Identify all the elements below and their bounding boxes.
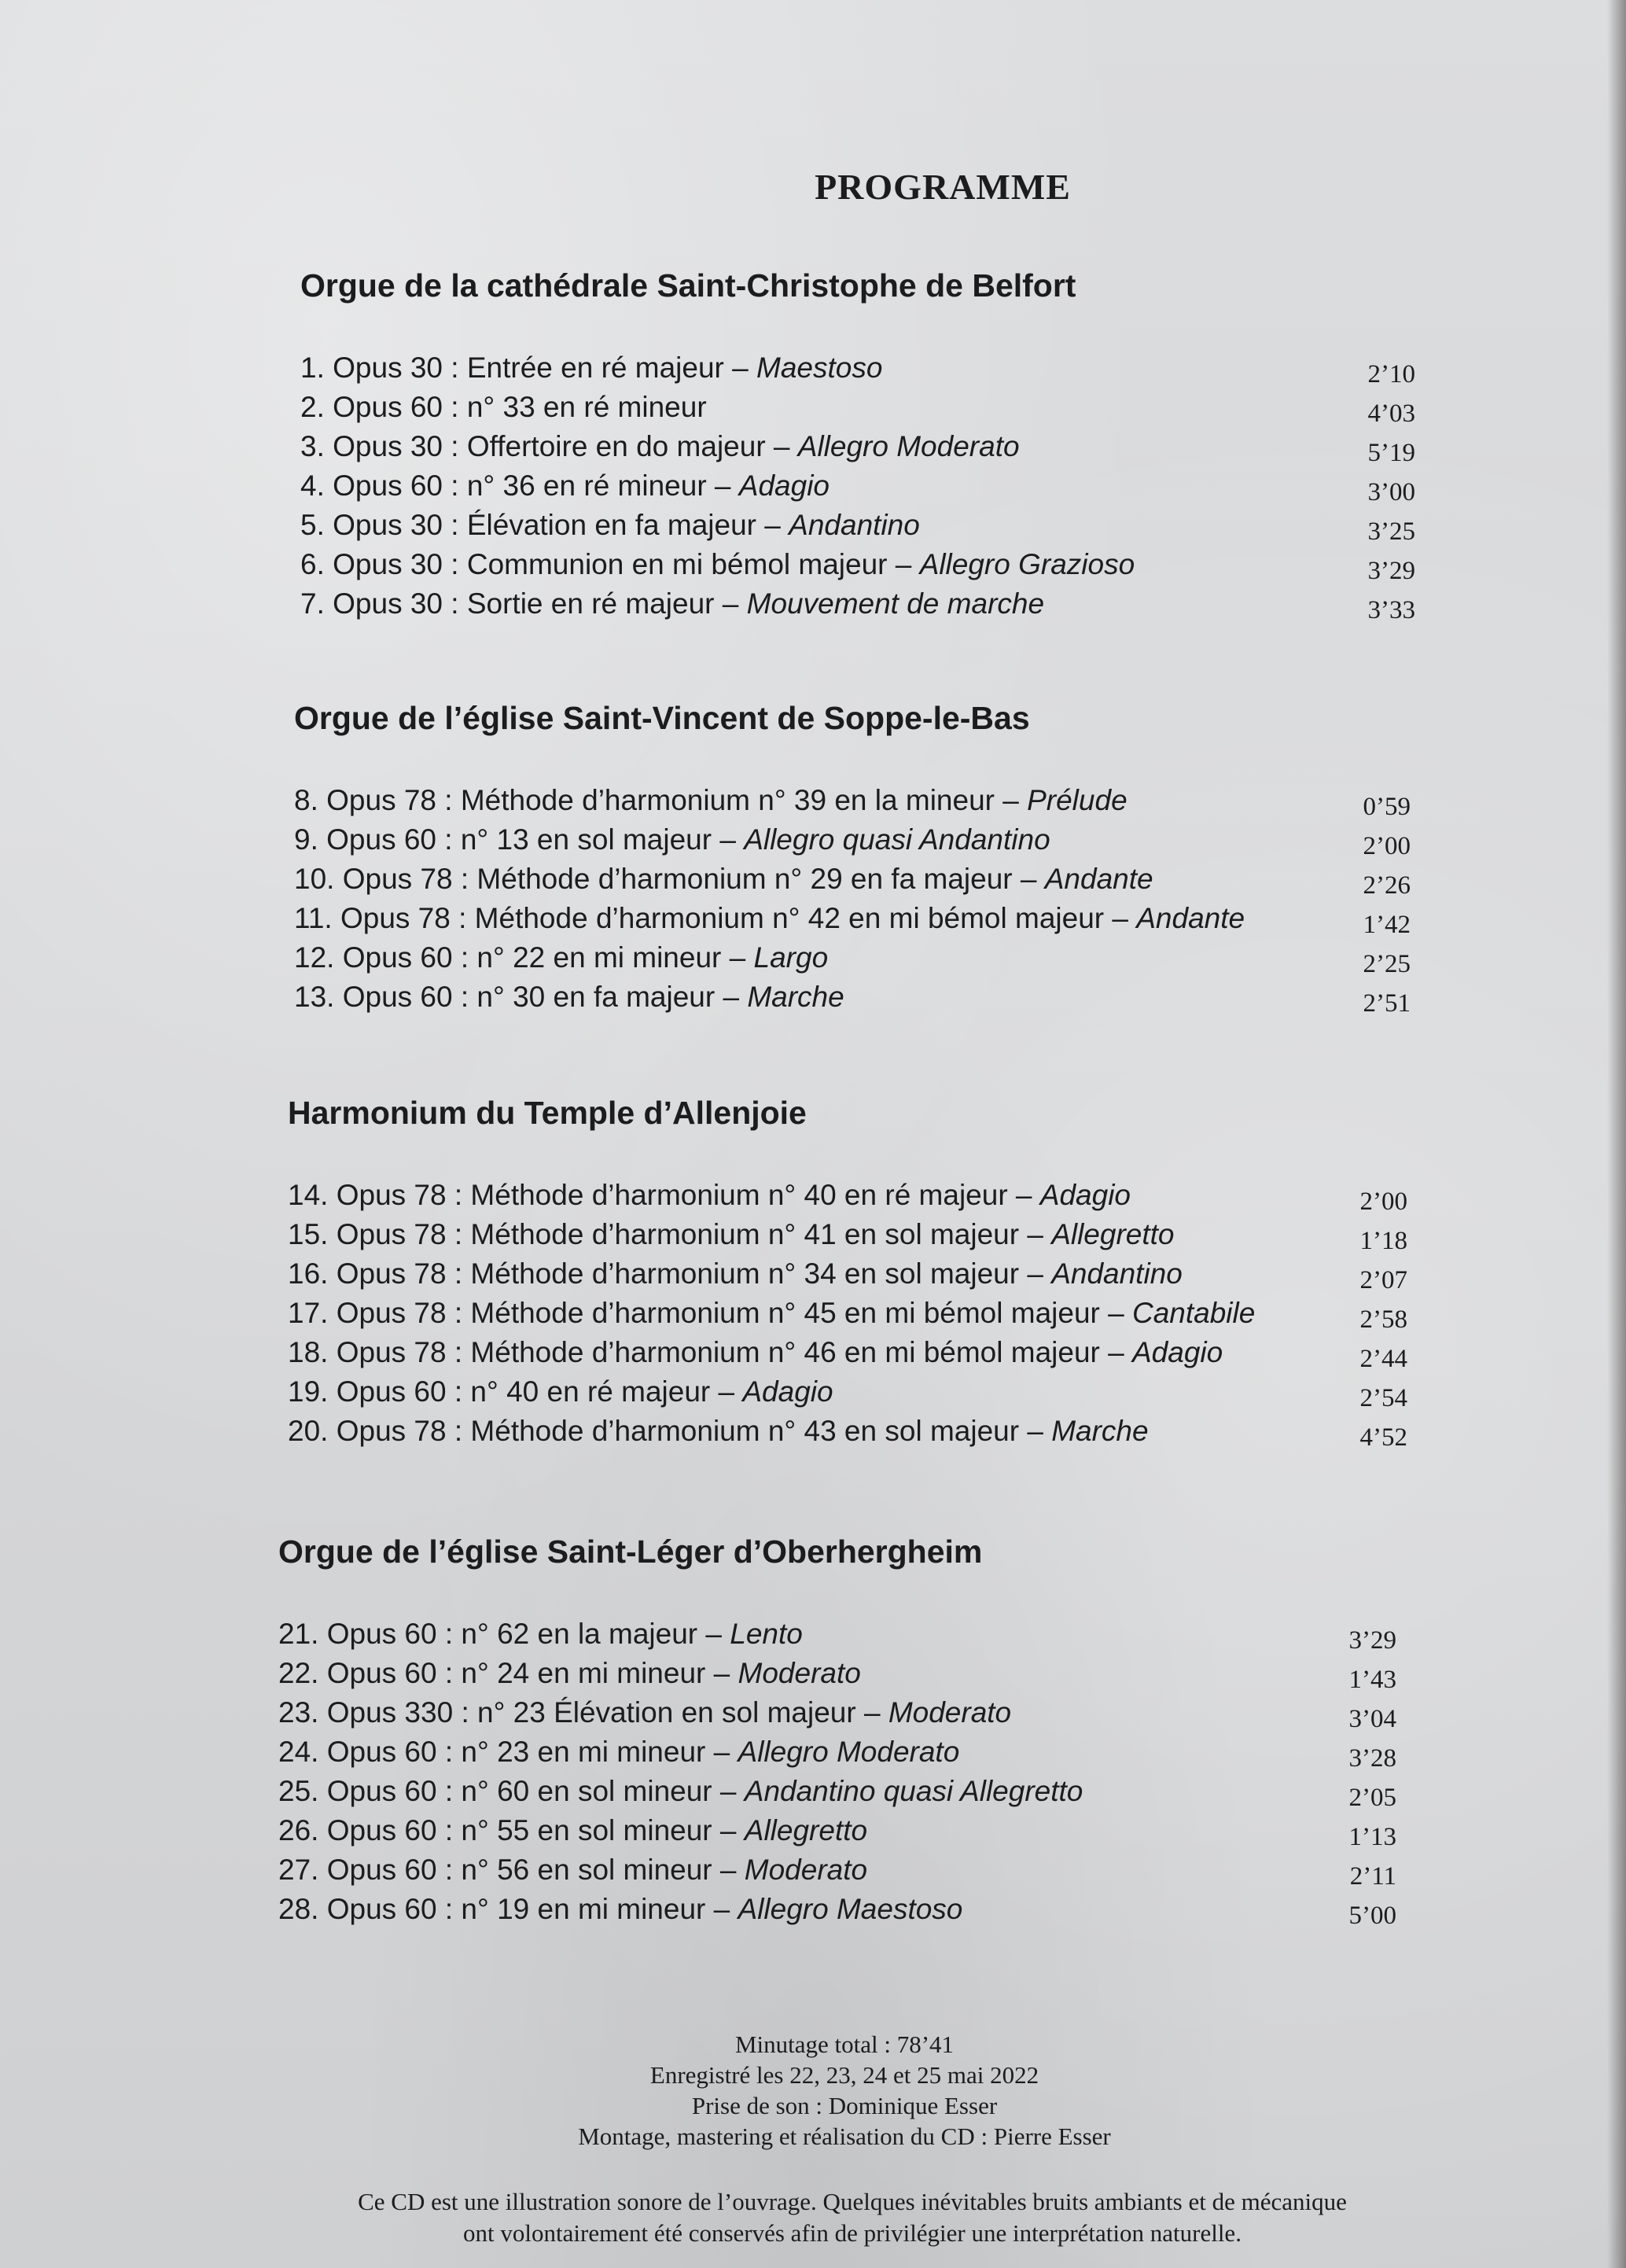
track-title xyxy=(300,469,830,503)
track-work: 25. Opus 60 : n° 60 en sol mineur – xyxy=(278,1775,745,1807)
section-title: Orgue de l’église Saint-Vincent de Soppe-le-Bas xyxy=(294,700,1030,736)
track-tempo: Cantabile xyxy=(1131,1297,1256,1329)
section xyxy=(300,267,1415,624)
track-title xyxy=(300,430,1020,463)
track-row xyxy=(288,1251,1407,1294)
track-row xyxy=(288,1330,1407,1373)
track-tempo: Allegro Moderato xyxy=(738,1736,960,1768)
track-work: 9. Opus 60 : n° 13 en sol majeur – xyxy=(294,823,745,856)
track-row xyxy=(294,856,1411,900)
track-work: 20. Opus 78 : Méthode d’harmonium n° 43 en sol majeur – xyxy=(288,1415,1052,1447)
track-row xyxy=(278,1690,1396,1733)
track-work: 7. Opus 30 : Sortie en ré majeur – xyxy=(300,587,747,620)
track-title xyxy=(278,1854,867,1887)
credits-line: Prise de son : Dominique Esser xyxy=(691,2092,998,2119)
track-duration: 1’18 xyxy=(1359,1227,1407,1255)
credits xyxy=(0,2029,1626,2152)
track-duration: 2’25 xyxy=(1363,950,1411,978)
credits-line: Enregistré les 22, 23, 24 et 25 mai 2022 xyxy=(649,2061,1039,2089)
track-title xyxy=(294,902,1245,935)
track-duration: 3’00 xyxy=(1367,478,1415,506)
track-title xyxy=(278,1736,959,1769)
track-row xyxy=(300,345,1415,388)
track-tempo: Andantino xyxy=(789,509,920,541)
track-duration: 0’59 xyxy=(1363,793,1411,821)
track-duration: 2’26 xyxy=(1363,871,1411,900)
track-tempo: Allegro Grazioso xyxy=(919,548,1135,580)
track-work: 5. Opus 30 : Élévation en fa majeur – xyxy=(300,509,789,541)
track-work: 28. Opus 60 : n° 19 en mi mineur – xyxy=(278,1893,738,1925)
note-line: ont volontairement été conservés afin de privilégier une interprétation naturelle. xyxy=(463,2219,1242,2247)
track-row xyxy=(294,974,1411,1018)
track-duration: 3’28 xyxy=(1348,1744,1396,1773)
track-tempo: Mouvement de marche xyxy=(746,587,1045,620)
track-work: 18. Opus 78 : Méthode d’harmonium n° 46 en mi bémol majeur – xyxy=(288,1336,1132,1368)
track-tempo: Adagio xyxy=(1039,1179,1131,1211)
track-duration: 2’05 xyxy=(1348,1784,1396,1812)
track-work: 12. Opus 60 : n° 22 en mi mineur – xyxy=(294,941,754,974)
track-tempo: Moderato xyxy=(744,1854,868,1886)
track-duration: 2’07 xyxy=(1359,1266,1407,1294)
track-tempo: Allegretto xyxy=(1051,1218,1175,1250)
track-duration: 5’19 xyxy=(1367,439,1415,467)
track-work: 16. Opus 78 : Méthode d’harmonium n° 34 en sol majeur – xyxy=(288,1257,1052,1290)
track-work: 19. Opus 60 : n° 40 en ré majeur – xyxy=(288,1375,743,1408)
track-tempo: Marche xyxy=(747,981,844,1013)
track-row xyxy=(288,1212,1407,1255)
track-title xyxy=(288,1336,1223,1369)
section xyxy=(278,1533,1396,1930)
track-title xyxy=(300,352,882,385)
track-work: 26. Opus 60 : n° 55 en sol mineur – xyxy=(278,1814,745,1846)
track-work: 6. Opus 30 : Communion en mi bémol majeur – xyxy=(300,548,920,580)
track-title xyxy=(278,1657,861,1690)
track-tempo: Andantino xyxy=(1051,1257,1183,1290)
track-row xyxy=(278,1729,1396,1773)
track-title xyxy=(288,1257,1183,1290)
track-duration: 5’00 xyxy=(1348,1902,1396,1930)
track-duration: 3’25 xyxy=(1367,517,1415,546)
track-tempo: Adagio xyxy=(738,469,830,502)
note-line: Ce CD est une illustration sonore de l’ouvrage. Quelques inévitables bruits ambiants et de mécanique xyxy=(358,2188,1347,2215)
track-tempo: Lento xyxy=(730,1618,803,1650)
track-duration: 2’00 xyxy=(1359,1187,1407,1216)
track-title xyxy=(288,1179,1131,1212)
track-title xyxy=(300,391,707,424)
track-row xyxy=(278,1769,1396,1812)
track-work: 13. Opus 60 : n° 30 en fa majeur – xyxy=(294,981,748,1013)
track-row xyxy=(288,1408,1407,1452)
track-tempo: Marche xyxy=(1051,1415,1149,1447)
track-title xyxy=(294,981,844,1014)
track-work: 11. Opus 78 : Méthode d’harmonium n° 42 en mi bémol majeur – xyxy=(294,902,1137,934)
track-row xyxy=(294,817,1411,860)
track-title xyxy=(294,784,1128,817)
track-title xyxy=(288,1375,833,1408)
track-work: 8. Opus 78 : Méthode d’harmonium n° 39 en la mineur – xyxy=(294,784,1028,816)
track-tempo: Adagio xyxy=(1131,1336,1223,1368)
track-work: 22. Opus 60 : n° 24 en mi mineur – xyxy=(278,1657,738,1689)
track-title xyxy=(294,941,828,974)
track-title xyxy=(300,587,1044,620)
credits-line: Montage, mastering et réalisation du CD : Pierre Esser xyxy=(578,2123,1111,2150)
section xyxy=(294,700,1411,1018)
track-row xyxy=(278,1808,1396,1851)
track-duration: 2’00 xyxy=(1363,832,1411,860)
track-title xyxy=(278,1696,1011,1729)
track-row xyxy=(278,1887,1396,1930)
track-row xyxy=(288,1290,1407,1334)
track-tempo: Andante xyxy=(1044,863,1153,895)
page-title: PROGRAMME xyxy=(815,166,1071,207)
track-title xyxy=(288,1297,1255,1330)
track-tempo: Allegro Moderato xyxy=(797,430,1020,462)
track-work: 2. Opus 60 : n° 33 en ré mineur xyxy=(300,391,707,423)
track-title xyxy=(300,509,920,542)
track-duration: 1’13 xyxy=(1348,1823,1396,1851)
track-title xyxy=(294,823,1050,856)
track-row xyxy=(300,463,1415,506)
track-row xyxy=(300,542,1415,585)
track-duration: 2’51 xyxy=(1363,989,1411,1018)
page-edge-shadow xyxy=(1607,0,1626,2268)
track-work: 14. Opus 78 : Méthode d’harmonium n° 40 en ré majeur – xyxy=(288,1179,1040,1211)
track-row xyxy=(278,1651,1396,1694)
track-title xyxy=(288,1218,1175,1251)
track-work: 27. Opus 60 : n° 56 en sol mineur – xyxy=(278,1854,745,1886)
track-title xyxy=(278,1775,1083,1808)
track-work: 24. Opus 60 : n° 23 en mi mineur – xyxy=(278,1736,738,1768)
track-work: 1. Opus 30 : Entrée en ré majeur – xyxy=(300,352,756,384)
track-tempo: Allegro quasi Andantino xyxy=(744,823,1050,856)
track-title xyxy=(288,1415,1149,1448)
track-duration: 3’29 xyxy=(1367,557,1415,585)
track-tempo: Andantino quasi Allegretto xyxy=(744,1775,1083,1807)
track-tempo: Maestoso xyxy=(756,352,883,384)
track-duration: 3’33 xyxy=(1367,596,1415,624)
track-duration: 2’11 xyxy=(1349,1862,1396,1891)
track-work: 17. Opus 78 : Méthode d’harmonium n° 45 en mi bémol majeur – xyxy=(288,1297,1132,1329)
track-tempo: Allegro Maestoso xyxy=(738,1893,963,1925)
track-duration: 4’03 xyxy=(1367,399,1415,428)
track-duration: 2’58 xyxy=(1359,1305,1407,1334)
cd-note xyxy=(0,2186,1626,2249)
track-row xyxy=(300,503,1415,546)
track-tempo: Andante xyxy=(1136,902,1245,934)
track-duration: 2’10 xyxy=(1367,360,1415,388)
track-duration: 1’43 xyxy=(1348,1666,1396,1694)
section-title: Harmonium du Temple d’Allenjoie xyxy=(288,1095,807,1131)
track-row xyxy=(288,1369,1407,1412)
section-title: Orgue de la cathédrale Saint-Christophe de Belfort xyxy=(300,267,1076,304)
track-row xyxy=(300,385,1415,428)
track-duration: 2’54 xyxy=(1359,1384,1407,1412)
credits-line: Minutage total : 78’41 xyxy=(734,2031,955,2058)
track-duration: 3’29 xyxy=(1348,1626,1396,1655)
track-duration: 1’42 xyxy=(1363,911,1411,939)
track-tempo: Moderato xyxy=(738,1657,861,1689)
track-tempo: Allegretto xyxy=(744,1814,868,1846)
track-tempo: Largo xyxy=(753,941,829,974)
track-title xyxy=(294,863,1153,896)
track-row xyxy=(288,1173,1407,1216)
track-work: 15. Opus 78 : Méthode d’harmonium n° 41 en sol majeur – xyxy=(288,1218,1052,1250)
track-row xyxy=(294,778,1411,821)
track-row xyxy=(294,896,1411,939)
track-title xyxy=(300,548,1135,581)
track-duration: 4’52 xyxy=(1359,1423,1407,1452)
track-duration: 3’04 xyxy=(1348,1705,1396,1733)
track-tempo: Moderato xyxy=(888,1696,1012,1729)
track-title xyxy=(278,1814,867,1847)
track-work: 10. Opus 78 : Méthode d’harmonium n° 29 en fa majeur – xyxy=(294,863,1045,895)
track-title xyxy=(278,1893,962,1926)
track-row xyxy=(300,424,1415,467)
track-work: 23. Opus 330 : n° 23 Élévation en sol majeur – xyxy=(278,1696,888,1729)
track-row xyxy=(278,1847,1396,1891)
track-work: 3. Opus 30 : Offertoire en do majeur – xyxy=(300,430,798,462)
track-work: 21. Opus 60 : n° 62 en la majeur – xyxy=(278,1618,730,1650)
track-work: 4. Opus 60 : n° 36 en ré mineur – xyxy=(300,469,739,502)
section-title: Orgue de l’église Saint-Léger d’Oberhergheim xyxy=(278,1533,983,1570)
track-row xyxy=(278,1611,1396,1655)
track-title xyxy=(278,1618,803,1651)
track-duration: 2’44 xyxy=(1359,1345,1407,1373)
track-tempo: Adagio xyxy=(742,1375,833,1408)
track-row xyxy=(300,581,1415,624)
section xyxy=(288,1095,1407,1452)
track-tempo: Prélude xyxy=(1027,784,1128,816)
track-row xyxy=(294,935,1411,978)
